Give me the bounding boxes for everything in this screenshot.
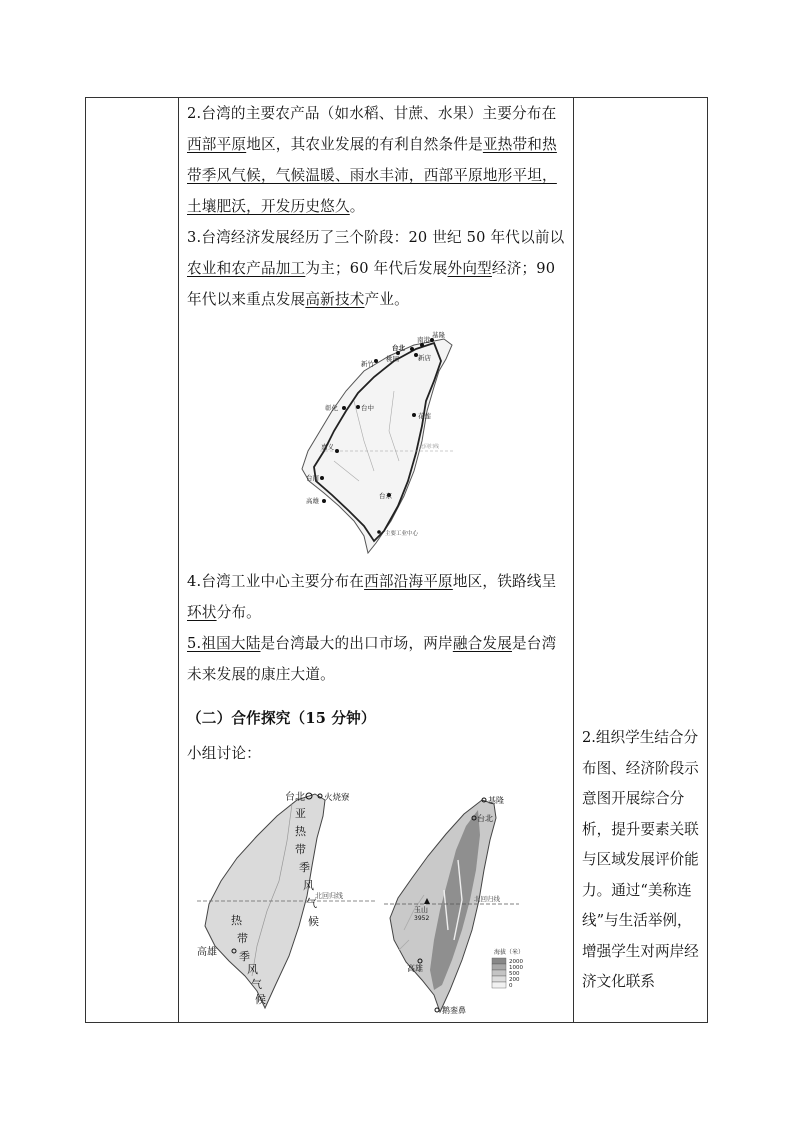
- tropic-label: 北回归线: [315, 892, 343, 900]
- peak-yushan-elevation: 3952: [414, 915, 430, 922]
- city-label: 台中: [361, 404, 374, 412]
- city-huoshaoliao: 火烧寮: [324, 793, 350, 803]
- city-gaoxiong: 高雄: [407, 964, 423, 973]
- teacher-note: 2.组织学生结合分布图、经济阶段示意图开展综合分析，提升要素关联与区域发展评价能力。通过“美称连线”与生活举例，增强学生对两岸经济文化联系: [582, 729, 699, 990]
- climate-zone-char: 候: [255, 993, 266, 1006]
- content-column: [179, 98, 572, 1022]
- cape-eluanbi: 鹅銮鼻: [442, 1006, 466, 1015]
- climate-zone-char: 气: [251, 978, 262, 991]
- city-label: 嘉义: [321, 443, 334, 451]
- city-label: 台东: [379, 492, 392, 500]
- city-taipei: 台北: [477, 814, 493, 823]
- city-jilong: 基隆: [488, 796, 504, 805]
- elevation-legend: [492, 958, 523, 989]
- city-label: 桃园: [386, 355, 399, 363]
- relief-map: [384, 790, 549, 1022]
- climate-map: [197, 786, 377, 1018]
- climate-zone-char: 风: [247, 963, 258, 976]
- tropic-label: 北回归线: [474, 895, 500, 903]
- paragraph-mainland-market: 5.祖国大陆是台湾最大的出口市场，两岸融合发展是台湾未来发展的康庄大道。: [187, 635, 557, 683]
- climate-zone-char: 季: [299, 861, 310, 874]
- teacher-notes-column: [574, 98, 708, 1022]
- city-label: 新店: [418, 354, 431, 362]
- tropic-label: 北回归线: [419, 444, 440, 450]
- climate-zone-char: 带: [295, 843, 306, 856]
- city-label: 台南: [306, 474, 319, 482]
- lesson-table: [85, 97, 708, 1023]
- climate-zone-char: 候: [308, 915, 319, 928]
- city-label: 新竹: [361, 360, 374, 368]
- climate-zone-char: 风: [303, 879, 314, 892]
- climate-zone-char: 气: [306, 897, 317, 910]
- city-label: 高雄: [306, 497, 319, 505]
- city-label: 基隆: [432, 331, 445, 339]
- climate-zone-char: 热: [295, 825, 306, 838]
- paragraph-economy-stages: 3.台湾经济发展经历了三个阶段：20 世纪 50 年代以前以农业和农产品加工为主；60 年代后发展外向型经济；90 年代以来重点发展高新技术产业。: [187, 229, 565, 308]
- legend-level: 500: [509, 971, 520, 977]
- legend-level: 200: [509, 977, 520, 983]
- city-gaoxiong: 高雄: [197, 947, 217, 958]
- paragraph-agriculture: 2.台湾的主要农产品（如水稻、甘蔗、水果）主要分布在西部平原地区，其农业发展的有利自然条件是亚热带和热带季风气候，气候温暖、雨水丰沛，西部平原地形平坦，土壤肥沃，开发历史悠久。: [187, 105, 557, 215]
- peak-yushan: 玉山: [414, 906, 428, 914]
- legend-level: 2000: [509, 959, 523, 965]
- paragraph-industry: 4.台湾工业中心主要分布在西部沿海平原地区，铁路线呈环状分布。: [187, 573, 557, 621]
- city-label: 花莲: [418, 412, 431, 420]
- city-taipei: 台北: [285, 792, 305, 803]
- city-label: 台北: [392, 344, 405, 352]
- climate-zone-char: 季: [239, 950, 250, 963]
- climate-zone-char: 亚: [295, 807, 306, 820]
- legend-title: 海拔（米）: [494, 949, 525, 956]
- section-title: （二）合作探究（15 分钟）: [187, 710, 376, 727]
- legend-level: 1000: [509, 965, 523, 971]
- city-label: 彰化: [325, 404, 338, 412]
- legend-level: 0: [509, 983, 513, 989]
- map-legend: 主要工业中心: [385, 531, 419, 537]
- industry-map: [294, 331, 469, 556]
- city-label: 南港: [417, 336, 430, 344]
- climate-zone-char: 热: [231, 914, 242, 927]
- discussion-label: 小组讨论：: [187, 745, 261, 762]
- climate-zone-char: 带: [237, 932, 248, 945]
